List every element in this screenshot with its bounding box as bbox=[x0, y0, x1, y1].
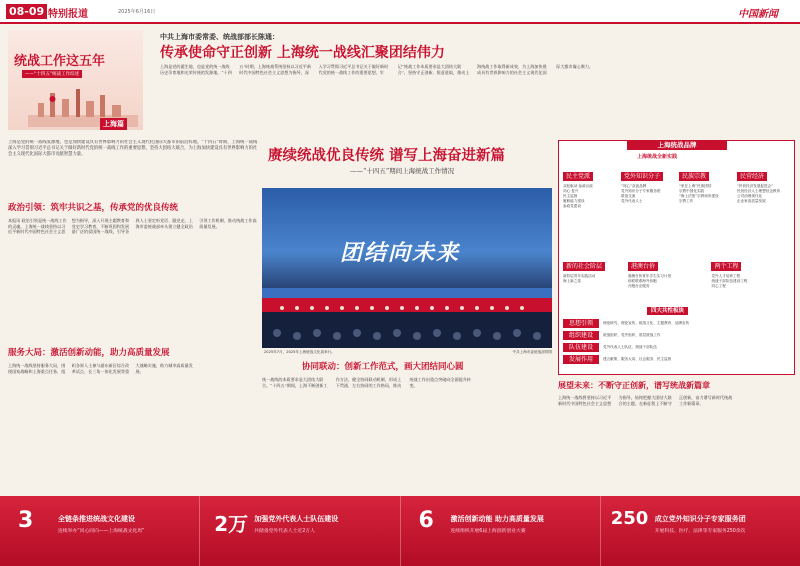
category-item: 宗教工作 bbox=[679, 199, 694, 203]
top-story-headline: 传承使命守正创新 上海统一战线汇聚团结伟力 bbox=[160, 45, 445, 61]
city-badge: 上海篇 bbox=[100, 118, 127, 130]
category-name: 民营经济 bbox=[737, 172, 767, 181]
category-item: 履职能力建设 bbox=[563, 199, 585, 203]
stat-detail: 开展科技、医疗、法律等专家服务250余次 bbox=[654, 529, 746, 534]
category-item: 民营经济人士理想信念教育 bbox=[737, 189, 781, 193]
brand-panel bbox=[558, 140, 795, 375]
stat-number: 250 bbox=[610, 508, 649, 529]
photo-caption: 2025年7月，2025年上海统战文化周举行。 bbox=[264, 350, 335, 354]
category-item: “海上法苑”宗教场所建设 bbox=[679, 194, 719, 198]
category-item: 海上新之星 bbox=[563, 279, 581, 283]
stat-title: 成立党外知识分子专家服务团 bbox=[654, 515, 746, 523]
panel-subtitle-common: 四大共性板块 bbox=[647, 307, 688, 315]
category-democratic-parties bbox=[563, 163, 618, 249]
category-item: 联谊交流 bbox=[621, 194, 636, 198]
article-title: 展望未来：不断守正创新，谱写统战新篇章 bbox=[558, 381, 710, 390]
stat-innovation bbox=[401, 496, 601, 566]
category-item: 宗教中国化实践 bbox=[679, 189, 705, 193]
category-name: 民族宗教 bbox=[679, 172, 709, 181]
category-item: 党外代表人士 bbox=[621, 199, 643, 203]
category-item: 港澳台侨青年学生实习计划 bbox=[627, 274, 672, 278]
category-item: 参政党建设 bbox=[563, 204, 581, 208]
stat-title: 全链条推进统战文化建设 bbox=[58, 515, 135, 523]
category-item: 民主监督 bbox=[563, 194, 578, 198]
common-row bbox=[563, 331, 792, 340]
stat-title: 激活创新动能 助力高质量发展 bbox=[450, 515, 544, 523]
stat-expert-service bbox=[601, 496, 800, 566]
page-number: 08-09 bbox=[6, 4, 47, 19]
article-service bbox=[8, 348, 258, 478]
category-item: “同心”双创品牌 bbox=[621, 184, 647, 188]
category-item: 统战干部队伍建设工程 bbox=[711, 279, 748, 283]
article-title: 服务大局：激活创新动能，助力高质量发展 bbox=[8, 348, 170, 358]
category-intellectuals bbox=[621, 163, 676, 249]
stat-title: 加强党外代表人士队伍建设 bbox=[254, 515, 339, 523]
category-item: 同心·复兴 bbox=[563, 189, 579, 193]
category-name: 党外知识分子 bbox=[621, 172, 663, 181]
category-name: 两个工程 bbox=[711, 262, 741, 271]
category-item: “家在上海”民族团结 bbox=[679, 184, 712, 188]
category-name: 港澳台侨 bbox=[628, 262, 658, 271]
banner bbox=[8, 30, 143, 130]
top-story bbox=[150, 30, 795, 130]
article-body: 本报讯 政治引领是统一战线工作的灵魂。上海统一战线坚持以习近平新时代中国特色社会主义思想为指导，深入开展主题教育和党史学习教育，不断巩固和发展最广泛的爱国统一战线，引导各界人士坚定听党话、跟党走。上海市委统战部牵头建立健全政治引领工作机制，推动统战工作高质量发展。 bbox=[8, 218, 257, 235]
common-row bbox=[563, 319, 792, 328]
article-political bbox=[8, 203, 258, 343]
feature-subhead: ——“十四五”期间上海统战工作情况 bbox=[350, 167, 455, 175]
category-ethnic-religious bbox=[679, 163, 734, 249]
category-private-economy bbox=[737, 163, 792, 249]
category-hk-macao-taiwan bbox=[628, 253, 709, 303]
category-item: “民营经济发展促进会” bbox=[737, 184, 774, 188]
common-row bbox=[563, 355, 792, 364]
banner-title: 统战工作这五年 bbox=[14, 54, 106, 69]
common-row bbox=[563, 343, 792, 352]
event-photo bbox=[262, 188, 552, 348]
common-value: 理论研究、理论宣传、统战文化、主题教育、品牌宣传 bbox=[603, 321, 690, 325]
category-name: 新的社会阶层 bbox=[563, 262, 605, 271]
common-name: 发展作用 bbox=[563, 355, 599, 364]
stat-detail: 共储备党外代表人士近2万人 bbox=[254, 529, 315, 534]
category-item: 侨联联系海外侨胞 bbox=[627, 279, 657, 283]
category-item: 新阶层青年实践活动 bbox=[563, 274, 596, 278]
category-item: 企业家高质量发展 bbox=[737, 199, 766, 203]
category-item: 台胞台企服务 bbox=[627, 284, 650, 288]
feature-headline: 赓续统战优良传统 谱写上海奋进新篇 bbox=[268, 148, 506, 164]
stat-number: 3 bbox=[18, 508, 34, 533]
panel-title: 上海统战品牌 bbox=[627, 140, 727, 150]
category-new-social-class bbox=[563, 253, 625, 303]
article-outlook bbox=[558, 380, 795, 480]
article-body: 上海统一战线将坚持以习近平新时代中国特色社会主义思想为指导，始终把握大团结大联合的主题，在新征程上不断守正创新，奋力谱写新时代统战工作新篇章。 bbox=[558, 395, 733, 406]
article-title: 协同联动：创新工作范式，画大团结同心圆 bbox=[302, 362, 464, 372]
common-name: 思想引领 bbox=[563, 319, 599, 328]
stats-bar bbox=[0, 496, 800, 566]
stat-culture bbox=[0, 496, 200, 566]
stat-number: 2万 bbox=[214, 512, 249, 536]
category-name: 民主党派 bbox=[563, 172, 593, 181]
common-name: 组织建设 bbox=[563, 331, 599, 340]
intro-text: 上海是党的统一战线发源地，也是加快建设具有世界影响力的社会主义现代化国际大都市的前沿阵地。“十四五”时期，上海统一战线深入学习贯彻习近平总书记关于做好新时代党的统一战线工作的重要思想，坚持大团结大联合，为上海加快建设具有世界影响力的社会主义现代化国际大都市贡献智慧力量。 bbox=[8, 140, 258, 157]
category-two-projects bbox=[711, 253, 792, 303]
stage-backdrop-text: 团结向未来 bbox=[340, 241, 461, 266]
article-body: 统一战线的本质要求是大团结大联合。“十四五”期间，上海不断创新工作方法，健全协同联动机制，形成上下贯通、左右协同的工作格局，推动统战工作由重点突破向全面提升转变。 bbox=[262, 377, 471, 388]
masthead bbox=[0, 0, 800, 24]
category-item: 党外知识分子专家服务团 bbox=[621, 189, 661, 193]
stage-crowd-icon bbox=[262, 288, 552, 348]
category-item: 双轮驱动·参政议政 bbox=[563, 184, 593, 188]
banner-subtitle: ——“十四五”统战工作综述 bbox=[22, 70, 82, 78]
top-story-body: 上海是党的诞生地，也是党的统一战线历史孕育地和光荣传统的发源地。“十四五”时期，上海统战系统坚持以习近平新时代中国特色社会主义思想为指导，深入学习贯彻习近平总书记关于做好新时代党的统一战线工作的重要思想，牢记“统战工作本质要求是大团结大联合”，坚持守正创新、锐意进取，推动上海统战工作取得新成效，为上海加快建成具有世界影响力的社会主义现代化国际大都市凝心聚力。 bbox=[160, 64, 594, 75]
panel-subtitle-practice: 上海统战全新实践 bbox=[637, 154, 678, 160]
stat-number: 6 bbox=[418, 508, 434, 533]
stat-representatives bbox=[200, 496, 400, 566]
common-rows bbox=[563, 319, 792, 364]
common-name: 队伍建设 bbox=[563, 343, 599, 352]
issue-date: 2025年6月16日 bbox=[118, 9, 156, 15]
feature-header bbox=[262, 140, 552, 185]
common-value: 建言献策、服务大局、社会服务、民主监督 bbox=[603, 357, 672, 361]
article-title: 政治引领：筑牢共识之基，传承党的优良传统 bbox=[8, 203, 179, 213]
section-label: 特别报道 bbox=[48, 9, 88, 20]
stat-detail: 连续举办“同心同向——上海统战文化周” bbox=[58, 529, 145, 534]
category-item: 同心工程 bbox=[711, 284, 726, 288]
category-item: 党外人才培养工程 bbox=[711, 274, 741, 278]
stat-detail: 连续组织开展6届上海创新创业大赛 bbox=[450, 529, 526, 534]
common-value: 党外代表人士队伍、统战干部队伍 bbox=[603, 345, 657, 349]
article-synergy bbox=[262, 362, 552, 482]
top-story-kicker: 中共上海市委常委、统战部部长陈通： bbox=[160, 33, 279, 41]
common-value: 统战组织、党外组织、基层统战工作 bbox=[603, 333, 661, 337]
category-row-2 bbox=[563, 253, 792, 303]
article-body: 上海统一战线坚持服务大局，围绕国家战略和上海重点任务，组织各界人士参与浦东新区综合改革试点、长三角一体化发展等重大战略实施，助力城市高质量发展。 bbox=[8, 363, 193, 374]
category-item: 公司治理现代化 bbox=[737, 194, 763, 198]
category-row bbox=[563, 163, 792, 249]
photo-credit: 中共上海市委统战部供图 bbox=[512, 350, 552, 354]
brand-logo: 中国新闻 bbox=[738, 9, 778, 20]
